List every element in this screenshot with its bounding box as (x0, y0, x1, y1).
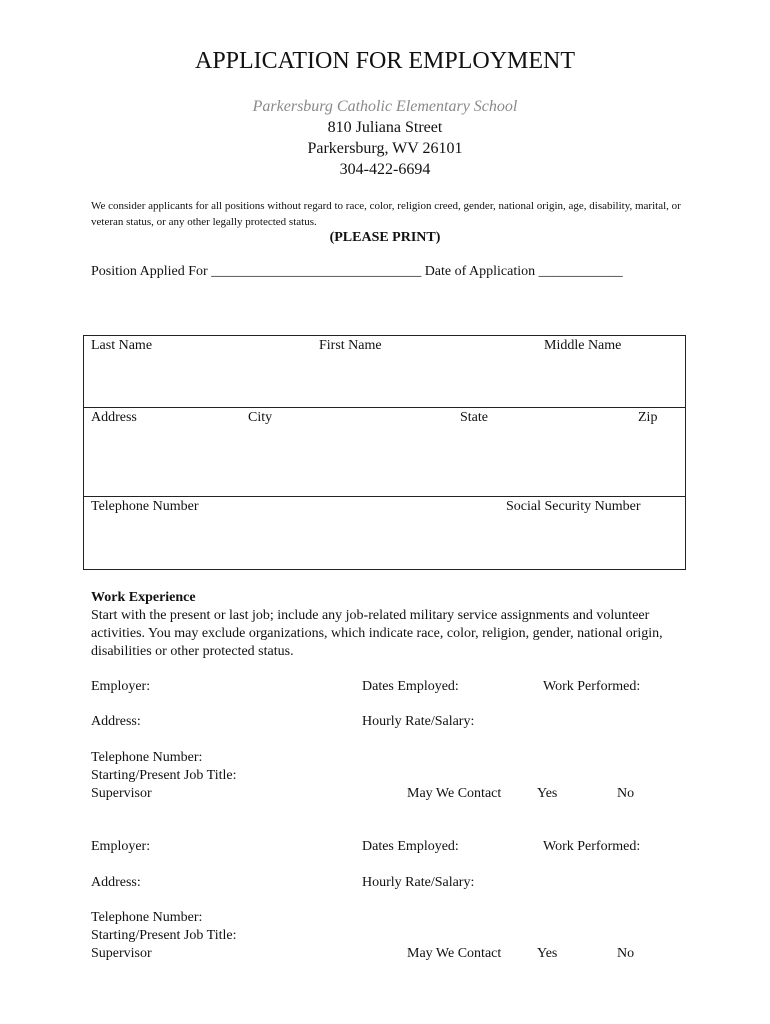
dates-employed-field[interactable]: Dates Employed: (362, 679, 459, 694)
box-divider (83, 407, 686, 408)
first-name-field[interactable]: First Name (319, 338, 382, 353)
employer-address-field[interactable]: Address: (91, 714, 141, 729)
date-of-application-label: Date of Application (424, 264, 536, 279)
hourly-rate-field[interactable]: Hourly Rate/Salary: (362, 875, 475, 890)
contact-no-option[interactable]: No (617, 946, 635, 961)
work-performed-field[interactable]: Work Performed: (543, 679, 641, 694)
job-title-field[interactable]: Starting/Present Job Title: (91, 768, 237, 783)
may-we-contact-label: May We Contact (407, 946, 502, 961)
equal-opportunity-notice: We consider applicants for all positions without regard to race, color, religion creed, gender, national origin, age, disability, marital, or veteran status, or any other legally protected status. (91, 200, 681, 228)
telephone-field[interactable]: Telephone Number (91, 499, 199, 514)
employer-field[interactable]: Employer: (91, 839, 151, 854)
school-phone: 304-422-6694 (339, 161, 431, 178)
school-name: Parkersburg Catholic Elementary School (252, 98, 518, 115)
address-field[interactable]: Address (91, 410, 137, 425)
work-experience-instructions: Start with the present or last job; include any job-related military service assignments and volunteer activities. You may exclude organizations, which indicate race, color, religion, gender, national origin, disabilities or other protected status. (91, 608, 663, 659)
state-field[interactable]: State (460, 410, 488, 425)
school-street: 810 Juliana Street (327, 119, 443, 136)
date-of-application-blank[interactable]: ____________ (538, 264, 623, 279)
please-print-label: (PLEASE PRINT) (329, 230, 441, 245)
position-applied-label: Position Applied For (91, 264, 208, 279)
hourly-rate-field[interactable]: Hourly Rate/Salary: (362, 714, 475, 729)
job-title-field[interactable]: Starting/Present Job Title: (91, 928, 237, 943)
school-city-state-zip: Parkersburg, WV 26101 (307, 140, 463, 157)
ssn-field[interactable]: Social Security Number (506, 499, 641, 514)
employer-telephone-field[interactable]: Telephone Number: (91, 910, 203, 925)
position-applied-line (91, 264, 623, 280)
work-experience-heading: Work Experience (91, 590, 196, 605)
contact-no-option[interactable]: No (617, 786, 635, 801)
may-we-contact-label: May We Contact (407, 786, 502, 801)
dates-employed-field[interactable]: Dates Employed: (362, 839, 459, 854)
work-performed-field[interactable]: Work Performed: (543, 839, 641, 854)
box-divider (83, 496, 686, 497)
employer-telephone-field[interactable]: Telephone Number: (91, 750, 203, 765)
employer-address-field[interactable]: Address: (91, 875, 141, 890)
supervisor-field[interactable]: Supervisor (91, 946, 152, 961)
zip-field[interactable]: Zip (638, 410, 658, 425)
position-applied-blank[interactable]: ______________________________ (211, 264, 422, 279)
city-field[interactable]: City (248, 410, 273, 425)
last-name-field[interactable]: Last Name (91, 338, 153, 353)
employer-field[interactable]: Employer: (91, 679, 151, 694)
middle-name-field[interactable]: Middle Name (544, 338, 622, 353)
contact-yes-option[interactable]: Yes (537, 786, 558, 801)
supervisor-field[interactable]: Supervisor (91, 786, 152, 801)
personal-info-box (83, 335, 686, 570)
contact-yes-option[interactable]: Yes (537, 946, 558, 961)
page-title: APPLICATION FOR EMPLOYMENT (194, 48, 576, 74)
